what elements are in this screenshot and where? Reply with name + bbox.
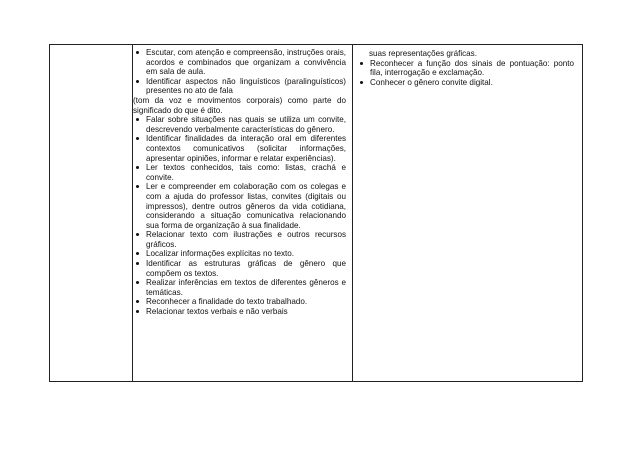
bullet-dot-icon (136, 310, 139, 313)
bullet-text: Relacionar texto com ilustrações e outros recursos gráficos. (146, 230, 346, 249)
bullet-dot-icon (136, 80, 139, 83)
bullet-item (133, 249, 346, 259)
bullet-text: Falar sobre situações nas quais se utiliza um convite, descrevendo verbalmente características do gênero. (146, 115, 346, 134)
bullet-dot-icon (136, 166, 139, 169)
continuation-line (133, 96, 346, 115)
bullet-dot-icon (136, 300, 139, 303)
content-table (49, 44, 583, 382)
bullet-text: Reconhecer a finalidade do texto trabalhado. (146, 297, 308, 307)
bullet-item (133, 278, 346, 297)
continuation-line (357, 49, 574, 59)
table-row (50, 45, 583, 382)
bullet-dot-icon (136, 137, 139, 140)
bullet-item (133, 259, 346, 278)
bullet-item (357, 78, 574, 88)
bullet-text: Reconhecer a função dos sinais de pontuação: ponto fila, interrogação e exclamação. (370, 58, 574, 78)
bullet-text: Escutar, com atenção e compreensão, instruções orais, acordos e combinados que organizam a convivência em sala de aula. (146, 48, 346, 77)
bullet-text: Identificar aspectos não linguísticos (paralinguísticos) presentes no ato de fala (146, 76, 346, 96)
bullet-text: Conhecer o gênero convite digital. (370, 77, 493, 87)
bullet-text: (tom da voz e movimentos corporais) como parte do significado do que é dito. (133, 95, 346, 115)
bullet-item (133, 163, 346, 182)
bullet-text: Identificar as estruturas gráficas de gênero que compõem os textos. (146, 259, 346, 278)
bullet-dot-icon (136, 233, 139, 236)
bullet-text: Ler e compreender em colaboração com os colegas e com a ajuda do professor listas, convites (digitais ou impressos), dentre outros gêneros da vida cotidiana, considerando a situação comunicativa relacionando sua forma de organização à sua finalidade. (146, 182, 346, 230)
continued-skills-column-cell (353, 45, 583, 382)
bullet-dot-icon (360, 62, 363, 65)
continued-skills-list (353, 45, 582, 87)
skills-list (133, 45, 352, 317)
bullet-dot-icon (136, 51, 139, 54)
bullet-text: Localizar informações explícitas no texto. (146, 249, 295, 259)
bullet-dot-icon (360, 81, 363, 84)
bullet-text: Relacionar textos verbais e não verbais (146, 307, 288, 317)
bullet-item (133, 115, 346, 134)
bullet-text: Realizar inferências em textos de diferentes gêneros e temáticas. (146, 278, 346, 297)
bullet-item (133, 182, 346, 230)
bullet-item (133, 134, 346, 163)
bullet-item (133, 77, 346, 96)
bullet-item (133, 230, 346, 249)
bullet-item (357, 59, 574, 78)
bullet-dot-icon (136, 118, 139, 121)
bullet-dot-icon (136, 252, 139, 255)
skills-column-cell (133, 45, 353, 382)
bullet-dot-icon (136, 185, 139, 188)
bullet-dot-icon (136, 262, 139, 265)
bullet-item (133, 297, 346, 307)
bullet-dot-icon (136, 281, 139, 284)
bullet-item (133, 48, 346, 77)
bullet-item (133, 307, 346, 317)
bullet-text: Identificar finalidades da interação oral em diferentes contextos comunicativos (solicitar informações, apresentar opiniões, informar e relatar experiências). (146, 134, 346, 163)
bullet-text: suas representações gráficas. (369, 49, 477, 58)
empty-first-column-cell (50, 45, 133, 382)
bullet-text: Ler textos conhecidos, tais como: listas, crachá e convite. (146, 163, 346, 182)
